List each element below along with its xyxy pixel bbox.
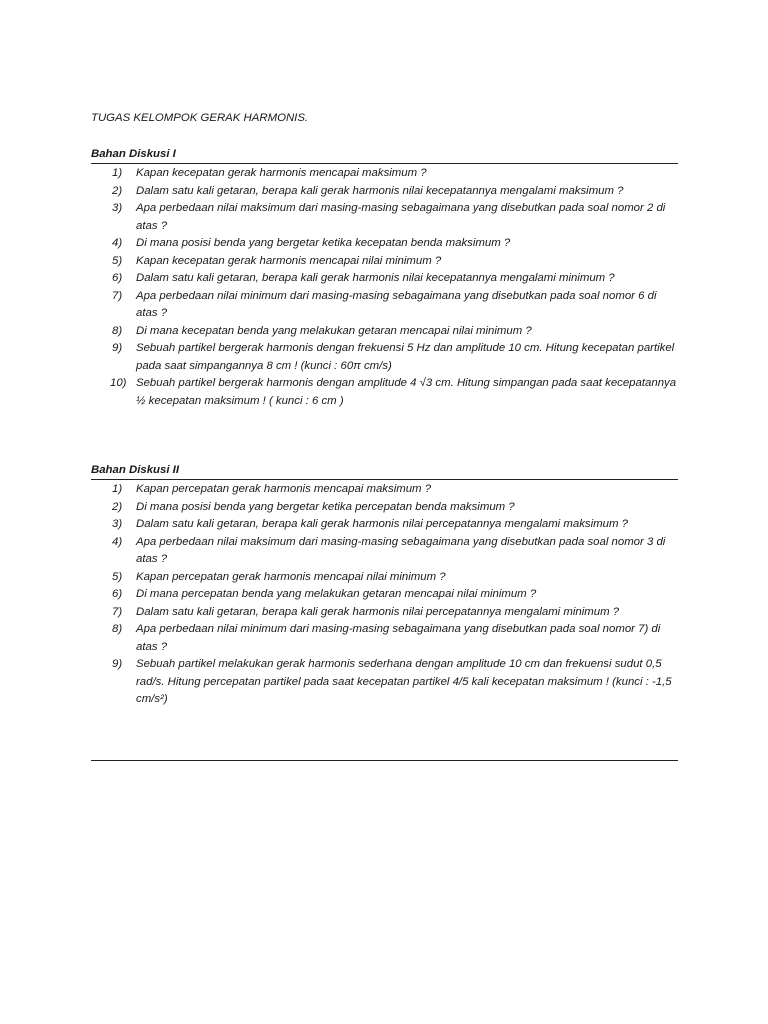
- question-text: Kapan percepatan gerak harmonis mencapai nilai minimum ?: [136, 570, 446, 583]
- question-item: [91, 586, 678, 604]
- question-item: [91, 270, 678, 288]
- question-text: Di mana posisi benda yang bergetar ketika percepatan benda maksimum ?: [136, 500, 515, 513]
- question-text: Apa perbedaan nilai minimum dari masing-masing sebagaimana yang disebutkan pada soal nomor 7) di atas ?: [136, 623, 661, 653]
- question-number: 1): [112, 167, 123, 179]
- question-item: [91, 481, 678, 499]
- question-number: 7): [112, 289, 123, 302]
- question-item: [91, 183, 678, 201]
- question-text: Dalam satu kali getaran, berapa kali gerak harmonis nilai percepatannya mengalami maksimum ?: [136, 518, 628, 530]
- question-item: [91, 569, 678, 587]
- discussion-section-2: [91, 463, 678, 709]
- question-number: 7): [112, 605, 123, 618]
- question-item: [91, 253, 678, 271]
- question-number: 4): [112, 237, 123, 249]
- question-item: [91, 165, 678, 183]
- question-text: Kapan kecepatan gerak harmonis mencapai nilai minimum ?: [136, 254, 442, 267]
- question-number: 4): [112, 535, 123, 548]
- question-text: Sebuah partikel melakukan gerak harmonis sederhana dengan amplitude 10 cm dan frekuensi sudut 0,5 rad/s. Hitung percepatan partikel pada saat kecepatan partikel 4/5 kali kecepatan maksimum ! (kunci : -1,5 cm/s²): [136, 658, 672, 705]
- question-number: 6): [112, 272, 123, 284]
- question-number: 6): [112, 588, 123, 600]
- question-number: 8): [112, 324, 123, 337]
- question-text: Sebuah partikel bergerak harmonis dengan frekuensi 5 Hz dan amplitude 10 cm. Hitung kecepatan partikel pada saat simpangannya 8 cm ! (kunci : 60π cm/s): [136, 342, 675, 372]
- question-text: Apa perbedaan nilai maksimum dari masing-masing sebagaimana yang disebutkan pada soal nomor 2 di atas ?: [136, 202, 666, 232]
- question-text: Apa perbedaan nilai maksimum dari masing-masing sebagaimana yang disebutkan pada soal nomor 3 di atas ?: [136, 535, 666, 565]
- question-number: 3): [112, 518, 123, 530]
- question-item: [91, 499, 678, 517]
- question-item: [91, 375, 678, 410]
- question-list: [91, 481, 678, 709]
- question-number: 2): [112, 500, 123, 513]
- question-number: 5): [112, 254, 123, 267]
- question-item: [91, 235, 678, 253]
- document-title: TUGAS KELOMPOK GERAK HARMONIS.: [91, 112, 309, 124]
- question-text: Apa perbedaan nilai minimum dari masing-masing sebagaimana yang disebutkan pada soal nomor 6 di atas ?: [136, 289, 657, 319]
- section-heading: Bahan Diskusi I: [91, 147, 678, 164]
- question-item: [91, 604, 678, 622]
- question-number: 5): [112, 570, 123, 583]
- question-text: Kapan kecepatan gerak harmonis mencapai maksimum ?: [136, 167, 427, 179]
- question-item: [91, 323, 678, 341]
- question-text: Dalam satu kali getaran, berapa kali gerak harmonis nilai percepatannya mengalami minimum ?: [136, 605, 620, 618]
- section-heading: Bahan Diskusi II: [91, 463, 678, 480]
- question-text: Sebuah partikel bergerak harmonis dengan amplitude 4 √3 cm. Hitung simpangan pada saat kecepatannya ½ kecepatan maksimum ! ( kunci : 6 cm ): [136, 377, 677, 407]
- question-number: 8): [112, 623, 123, 635]
- discussion-section-1: [91, 147, 678, 410]
- question-text: Di mana percepatan benda yang melakukan getaran mencapai nilai minimum ?: [136, 588, 537, 600]
- question-item: [91, 534, 678, 569]
- question-text: Di mana kecepatan benda yang melakukan getaran mencapai nilai minimum ?: [136, 324, 532, 337]
- question-list: [91, 165, 678, 410]
- question-text: Dalam satu kali getaran, berapa kali gerak harmonis nilai kecepatannya mengalami maksimum ?: [136, 184, 624, 197]
- question-text: Di mana posisi benda yang bergetar ketika kecepatan benda maksimum ?: [136, 237, 511, 249]
- question-number: 2): [112, 184, 123, 197]
- end-divider: [91, 760, 678, 761]
- question-item: [91, 200, 678, 235]
- question-number: 3): [112, 202, 123, 214]
- question-number: 10): [110, 377, 127, 389]
- question-text: Kapan percepatan gerak harmonis mencapai maksimum ?: [136, 483, 432, 495]
- question-number: 1): [112, 483, 123, 495]
- question-item: [91, 516, 678, 534]
- question-item: [91, 656, 678, 709]
- question-item: [91, 288, 678, 323]
- question-item: [91, 340, 678, 375]
- question-number: 9): [112, 342, 123, 354]
- question-text: Dalam satu kali getaran, berapa kali gerak harmonis nilai kecepatannya mengalami minimum ?: [136, 272, 615, 284]
- question-number: 9): [112, 658, 123, 670]
- question-item: [91, 621, 678, 656]
